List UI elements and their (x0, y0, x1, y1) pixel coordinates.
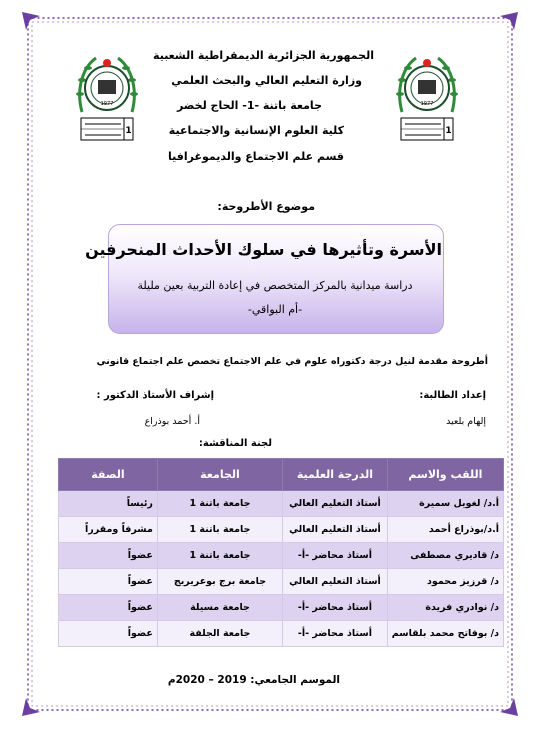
header-faculty: كلية العلوم الإنسانية والاجتماعية (168, 124, 344, 137)
member-role: عضواً (59, 543, 158, 569)
member-degree: أستاذ التعليم العالي (283, 569, 388, 595)
member-university: جامعة برج بوعريريج (157, 569, 282, 595)
logo-year: 1977 (420, 101, 434, 107)
member-degree: أستاذ محاضر -أ- (283, 543, 388, 569)
student-name: إلهام بلعيد (446, 416, 486, 427)
university-logo-left (76, 50, 138, 154)
member-university: جامعة مسيلة (157, 595, 282, 621)
table-row (59, 517, 504, 543)
member-role: عضواً (59, 569, 158, 595)
header-university: الجامعة (157, 459, 282, 491)
member-name: أ.د/ لغويل سميرة (387, 491, 503, 517)
committee-label: لجنة المناقشة: (198, 438, 272, 449)
subject-label: موضوع الأطروحة: (217, 200, 315, 213)
header-name: اللقب والاسم (387, 459, 503, 491)
member-degree: أستاذ التعليم العالي (283, 517, 388, 543)
member-university: جامعة الجلفة (157, 621, 282, 647)
header-role: الصفة (59, 459, 158, 491)
logo-number: 1 (125, 126, 132, 136)
member-degree: أستاذ محاضر -أ- (283, 595, 388, 621)
committee-table (58, 458, 504, 647)
university-logo-right (396, 50, 458, 154)
member-name: د/ بوفاتح محمد بلقاسم (387, 621, 503, 647)
table-row (59, 543, 504, 569)
member-name: د/ قرزيز محمود (387, 569, 503, 595)
thesis-title: الأسرة وتأثيرها في سلوك الأحداث المنحرفين (85, 240, 442, 259)
member-name: د/ نوادري فريدة (387, 595, 503, 621)
academic-year: الموسم الجامعي: 2019 – 2020م (167, 674, 340, 686)
thesis-subtitle-line2: -أم البواقي- (247, 303, 303, 316)
thesis-subtitle-line1: دراسة ميدانية بالمركز المتخصص في إعادة التربية بعين مليلة (137, 279, 413, 292)
committee-table-header (59, 459, 504, 491)
header-republic: الجمهورية الجزائرية الديمقراطية الشعبية (153, 49, 374, 62)
member-university: جامعة باتنة 1 (157, 491, 282, 517)
member-name: د/ قاديري مصطفى (387, 543, 503, 569)
member-role: عضواً (59, 621, 158, 647)
supervisor-name: أ. أحمد بوذراع (144, 416, 200, 427)
header-university: جامعة باتنة -1- الحاج لخضر (176, 99, 322, 112)
member-role: رئيساً (59, 491, 158, 517)
header-ministry: وزارة التعليم العالي والبحث العلمي (171, 74, 362, 87)
member-role: مشرفاً ومقرراً (59, 517, 158, 543)
table-row (59, 621, 504, 647)
header-degree: الدرجة العلمية (283, 459, 388, 491)
degree-statement: أطروحة مقدمة لنيل درجة دكتوراه علوم في علم الاجتماع تخصص علم اجتماع قانوني (96, 356, 488, 367)
member-role: عضواً (59, 595, 158, 621)
supervisor-label: إشراف الأستاذ الدكتور : (96, 390, 214, 401)
member-degree: أستاذ محاضر -أ- (283, 621, 388, 647)
student-label: إعداد الطالبة: (419, 390, 486, 401)
member-name: أ.د/بوذراع أحمد (387, 517, 503, 543)
header-department: قسم علم الاجتماع والديموغرافيا (168, 150, 344, 163)
logo-year: 1977 (100, 101, 114, 107)
table-row (59, 569, 504, 595)
logo-number: 1 (445, 126, 452, 136)
table-row (59, 595, 504, 621)
member-university: جامعة باتنة 1 (157, 517, 282, 543)
table-row (59, 491, 504, 517)
member-university: جامعة باتنة 1 (157, 543, 282, 569)
member-degree: أستاذ التعليم العالي (283, 491, 388, 517)
